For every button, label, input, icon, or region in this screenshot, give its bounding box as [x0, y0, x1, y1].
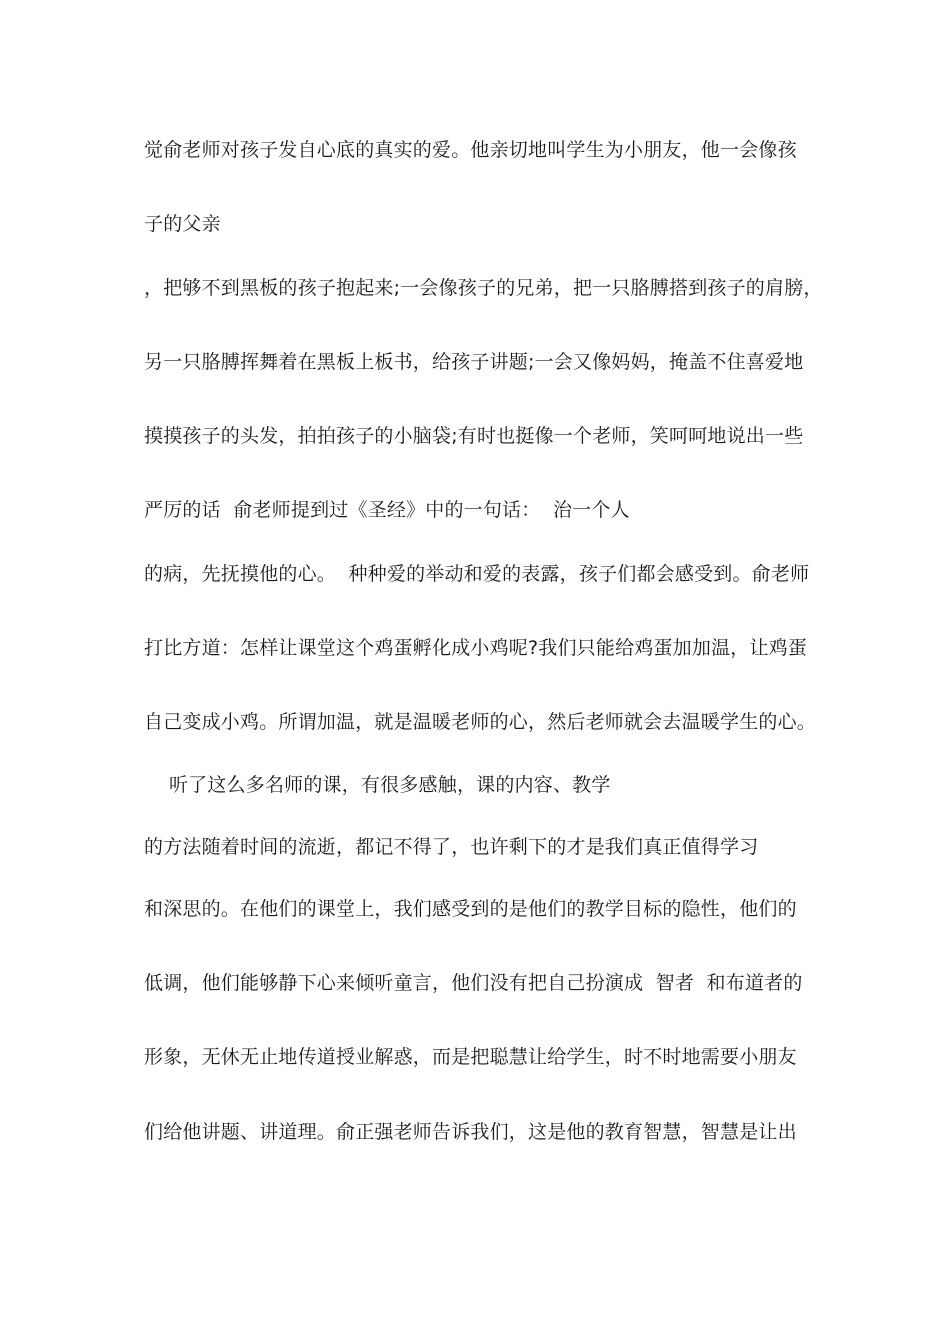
- text-line: 觉俞老师对孩子发自心底的真实的爱。他亲切地叫学生为小朋友，他一会像孩: [144, 139, 797, 161]
- text-line: 和深思的。在他们的课堂上，我们感受到的是他们的教学目标的隐性，他们的: [144, 898, 797, 920]
- text-line: 严厉的话 俞老师提到过《圣经》中的一句话： 治一个人: [144, 499, 630, 521]
- text-line: 的方法随着时间的流逝，都记不得了，也许剩下的才是我们真正值得学习: [144, 836, 759, 858]
- text-line: 听了这么多名师的课，有很多感触，课的内容、教学: [144, 774, 611, 796]
- text-line: 摸摸孩子的头发，拍拍孩子的小脑袋;有时也挺像一个老师，笑呵呵地说出一些: [144, 425, 804, 447]
- text-line: 自己变成小鸡。所谓加温，就是温暖老师的心，然后老师就会去温暖学生的心。: [144, 711, 817, 733]
- text-line: 另一只胳膊挥舞着在黑板上板书，给孩子讲题;一会又像妈妈，掩盖不住喜爱地: [144, 351, 804, 373]
- text-line: 低调，他们能够静下心来倾听童言，他们没有把自己扮演成 智者 和布道者的: [144, 972, 803, 994]
- text-line: 形象，无休无止地传道授业解惑，而是把聪慧让给学生，时不时地需要小朋友: [144, 1046, 797, 1068]
- text-line: 的病，先抚摸他的心。 种种爱的举动和爱的表露，孩子们都会感受到。俞老师: [144, 563, 810, 585]
- text-line: 打比方道：怎样让课堂这个鸡蛋孵化成小鸡呢?我们只能给鸡蛋加加温，让鸡蛋: [144, 637, 808, 659]
- text-line: 子的父亲: [144, 213, 221, 235]
- text-line: ，把够不到黑板的孩子抱起来;一会像孩子的兄弟，把一只胳膊搭到孩子的肩膀，: [144, 277, 823, 299]
- text-line: 们给他讲题、讲道理。俞正强老师告诉我们，这是他的教育智慧，智慧是让出: [144, 1121, 797, 1143]
